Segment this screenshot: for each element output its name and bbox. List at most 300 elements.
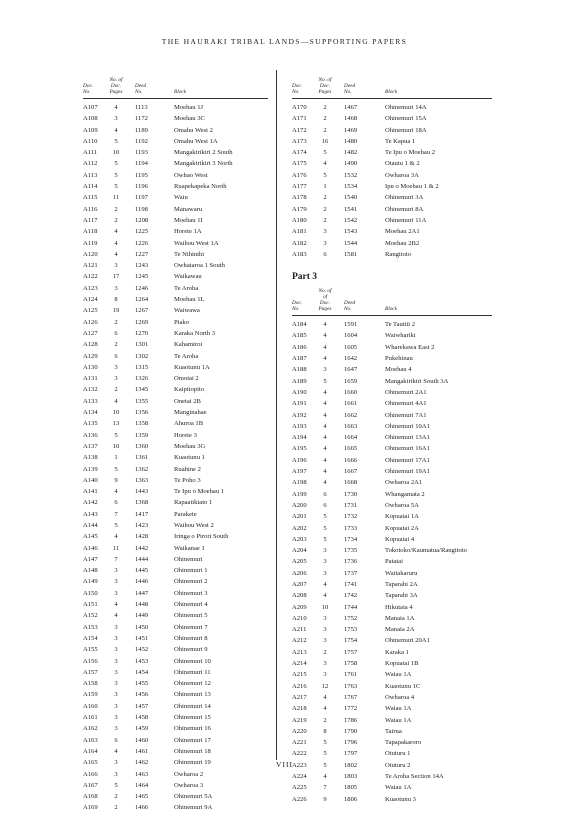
doc-no: A144 [83, 521, 98, 529]
doc-no: A196 [292, 456, 307, 464]
deed-no: 1345 [135, 386, 149, 394]
doc-pages: 3 [114, 115, 118, 123]
doc-pages: 6 [114, 329, 118, 337]
doc-no: A148 [83, 567, 98, 575]
right-table-header [292, 68, 492, 98]
table-row [292, 249, 492, 260]
deed-no: 1196 [135, 183, 148, 191]
doc-no: A116 [83, 205, 98, 213]
block-name: Pukehinau [385, 355, 413, 363]
doc-no: A115 [83, 194, 98, 202]
block-name: Waiwawa [174, 307, 200, 315]
block-name: Manaia 2A [385, 626, 415, 634]
doc-pages: 3 [114, 623, 118, 631]
block-name: Horete 3 [174, 431, 197, 439]
table-row [292, 170, 492, 181]
block-name: Ohinemuri 15A [385, 115, 427, 123]
deed-no: 1264 [135, 296, 149, 304]
header-rule [83, 98, 268, 99]
table-row [83, 317, 268, 328]
table-row [83, 712, 268, 723]
table-row [83, 769, 268, 780]
table-row [292, 215, 492, 226]
doc-pages: 13 [112, 420, 120, 428]
table-row [292, 204, 492, 215]
block-name: Hikutaia 4 [385, 603, 413, 611]
doc-no: A204 [292, 547, 307, 555]
doc-no: A107 [83, 104, 98, 111]
deed-no: 1192 [135, 137, 148, 145]
doc-pages: 4 [323, 355, 327, 363]
table-row [292, 353, 492, 364]
deed-no: 1449 [135, 612, 149, 620]
table-row [292, 715, 492, 726]
doc-no: A123 [83, 284, 98, 292]
doc-no: A191 [292, 400, 307, 408]
deed-no: 1663 [344, 422, 358, 430]
deed-no: 1452 [135, 646, 149, 654]
doc-pages: 4 [323, 580, 327, 588]
table-row [292, 147, 492, 158]
block-name: Omotai 2 [174, 375, 199, 383]
doc-pages: 5 [323, 750, 327, 758]
doc-pages: 5 [114, 521, 118, 529]
doc-no: A206 [292, 569, 307, 577]
deed-no: 1443 [135, 488, 149, 496]
deed-no: 1355 [135, 397, 149, 405]
deed-no: 1467 [344, 104, 358, 111]
doc-pages: 3 [114, 589, 118, 597]
deed-no: 1453 [135, 657, 149, 665]
doc-pages: 5 [323, 535, 327, 543]
deed-no: 1448 [135, 601, 149, 609]
table-row [292, 113, 492, 124]
table-row [83, 746, 268, 757]
deed-no: 1731 [344, 501, 358, 509]
doc-pages: 5 [114, 431, 118, 439]
deed-no: 1243 [135, 262, 149, 270]
doc-pages: 3 [114, 578, 118, 586]
block-name: Te Ipu o Moehau 1 [174, 488, 225, 496]
doc-no: A180 [292, 216, 307, 224]
table-row [83, 802, 268, 813]
doc-pages: 5 [323, 149, 327, 157]
header-rule [292, 315, 492, 316]
deed-no: 1113 [135, 104, 148, 111]
deed-no: 1544 [344, 239, 358, 247]
deed-no: 1665 [344, 445, 358, 453]
block-name: Ohinemuri 4A1 [385, 400, 427, 408]
table-row [83, 735, 268, 746]
doc-no: A178 [292, 194, 307, 202]
doc-pages: 3 [114, 262, 118, 270]
table-row [83, 520, 268, 531]
table-row [83, 531, 268, 542]
table-row [292, 624, 492, 635]
block-name: Taparahi 2A [385, 580, 418, 588]
deed-no: 1744 [344, 603, 358, 611]
deed-no: 1532 [344, 171, 358, 179]
header-deed-no: Deed No. [344, 83, 356, 95]
doc-pages: 6 [323, 490, 327, 498]
doc-no: A143 [83, 510, 98, 518]
doc-no: A203 [292, 535, 307, 543]
table-row [83, 396, 268, 407]
deed-no: 1458 [135, 714, 149, 722]
block-name: Moehau 3G [174, 442, 206, 450]
doc-no: A156 [83, 657, 98, 665]
deed-no: 1442 [135, 544, 149, 552]
table-row [83, 610, 268, 621]
block-name: Ohinemuri 8 [174, 634, 208, 642]
doc-no: A160 [83, 702, 98, 710]
table-row [83, 780, 268, 791]
block-name: Moehau 1I [174, 216, 203, 224]
block-name: Te Tautiti 2 [385, 321, 416, 329]
table-row [292, 523, 492, 534]
doc-no: A131 [83, 375, 98, 383]
table-row [292, 125, 492, 136]
deed-no: 1647 [344, 366, 358, 374]
doc-pages: 11 [112, 194, 120, 202]
doc-pages: 3 [114, 375, 118, 383]
doc-pages: 2 [114, 216, 118, 224]
block-name: Ohinemuri 20A1 [385, 637, 430, 645]
doc-pages: 6 [114, 499, 118, 507]
table-row [83, 170, 268, 181]
table-row [83, 565, 268, 576]
doc-pages: 11 [112, 544, 120, 552]
block-name: Tokotoko/Kaumatua/Rangitoto [385, 547, 467, 555]
table-row [83, 678, 268, 689]
deed-no: 1423 [135, 521, 149, 529]
doc-pages: 4 [323, 468, 327, 476]
doc-no: A147 [83, 555, 98, 563]
block-name: Owhataroa 1 South [174, 262, 225, 270]
deed-no: 1797 [344, 750, 358, 758]
doc-pages: 3 [323, 660, 327, 668]
deed-no: 1490 [344, 160, 358, 168]
table-row [83, 497, 268, 508]
block-name: Patatai [385, 558, 403, 566]
table-row [292, 511, 492, 522]
block-name: Ohinemuri 8A [385, 205, 424, 213]
block-name: Te Kapua 1 [385, 137, 416, 145]
table-row [292, 489, 492, 500]
block-name: Ohinemuri 11A [385, 216, 427, 224]
table-row [83, 384, 268, 395]
block-name: Wharekawa East 2 [385, 343, 435, 351]
table-row [292, 771, 492, 782]
table-row [292, 398, 492, 409]
deed-no: 1356 [135, 409, 149, 417]
doc-no: A159 [83, 691, 98, 699]
doc-pages: 3 [323, 569, 327, 577]
deed-no: 1742 [344, 592, 358, 600]
table-row [292, 364, 492, 375]
right-table-body [292, 102, 492, 260]
doc-no: A184 [292, 321, 307, 329]
doc-pages: 9 [114, 476, 118, 484]
deed-no: 1360 [135, 442, 149, 450]
table-row [292, 330, 492, 341]
deed-no: 1368 [135, 499, 149, 507]
doc-no: A149 [83, 578, 98, 586]
table-row [292, 477, 492, 488]
deed-no: 1465 [135, 793, 149, 801]
doc-pages: 2 [323, 126, 327, 134]
deed-no: 1245 [135, 273, 149, 281]
deed-no: 1270 [135, 329, 149, 337]
table-row [83, 701, 268, 712]
block-name: Moehau 2B2 [385, 239, 420, 247]
header-doc-pages: No. of Doc. Pages [318, 77, 332, 95]
doc-no: A169 [83, 804, 98, 812]
doc-no: A213 [292, 648, 307, 656]
deed-no: 1660 [344, 388, 358, 396]
doc-no: A207 [292, 580, 307, 588]
doc-no: A150 [83, 589, 98, 597]
table-row [292, 432, 492, 443]
doc-no: A216 [292, 682, 307, 690]
doc-no: A222 [292, 750, 307, 758]
doc-no: A154 [83, 634, 98, 642]
table-row [83, 260, 268, 271]
table-row [83, 238, 268, 249]
block-name: Ahuroa 1B [174, 420, 204, 428]
block-name: Ruapekapeka North [174, 183, 227, 191]
doc-no: A153 [83, 623, 98, 631]
deed-no: 1542 [344, 216, 358, 224]
block-name: Omahu West 2 [174, 126, 213, 134]
block-name: Ohinemuri 11 [174, 668, 211, 676]
doc-no: A126 [83, 318, 98, 326]
doc-no: A226 [292, 795, 307, 803]
header-doc-pages: No. of Doc. Pages [109, 77, 123, 95]
block-name: Kopuatai 2A [385, 524, 419, 532]
doc-pages: 5 [114, 137, 118, 145]
doc-no: A165 [83, 759, 98, 767]
doc-pages: 2 [114, 804, 118, 812]
doc-pages: 4 [323, 321, 327, 329]
table-row [83, 226, 268, 237]
block-name: Owharoa 3A [385, 171, 419, 179]
doc-pages: 10 [112, 442, 120, 450]
block-name: Karaka North 3 [174, 329, 216, 337]
deed-no: 1451 [135, 634, 149, 642]
doc-no: A129 [83, 352, 98, 360]
block-name: Waiwhariki [385, 332, 416, 340]
doc-no: A166 [83, 770, 98, 778]
table-row [292, 443, 492, 454]
block-name: Ohinemuri 16A1 [385, 445, 430, 453]
deed-no: 1735 [344, 547, 358, 555]
table-row [83, 102, 268, 113]
block-name: Otautu 1 & 2 [385, 160, 420, 168]
block-name: Whangamata 2 [385, 490, 425, 498]
doc-pages: 1 [114, 454, 118, 462]
block-name: Owharoa 5A [385, 501, 419, 509]
deed-no: 1362 [135, 465, 149, 473]
doc-pages: 3 [114, 725, 118, 733]
doc-pages: 6 [323, 501, 327, 509]
block-name: Waikawau [174, 273, 202, 281]
deed-no: 1666 [344, 456, 358, 464]
block-name: Ohinemuri 3A [385, 194, 424, 202]
block-name: Kahamiroi [174, 341, 203, 349]
block-name: Ohinemuri 7 [174, 623, 208, 631]
table-row [292, 568, 492, 579]
doc-pages: 5 [114, 183, 118, 191]
table-row [292, 794, 492, 805]
deed-no: 1459 [135, 725, 149, 733]
left-column [83, 68, 268, 814]
table-row [83, 192, 268, 203]
block-name: Ohinemuri 17 [174, 736, 211, 744]
deed-no: 1361 [135, 454, 149, 462]
doc-pages: 3 [323, 228, 327, 236]
doc-no: A201 [292, 513, 307, 521]
block-name: Ipu o Moehau 1 & 2 [385, 183, 439, 191]
doc-pages: 4 [114, 747, 118, 755]
block-name: Ohinemuri 4 [174, 601, 208, 609]
doc-no: A224 [292, 773, 307, 781]
deed-no: 1462 [135, 759, 149, 767]
block-name: Ohinemuri 13 [174, 691, 211, 699]
doc-no: A135 [83, 420, 98, 428]
table-row [83, 452, 268, 463]
deed-no: 1772 [344, 705, 358, 713]
doc-no: A145 [83, 533, 98, 541]
doc-no: A215 [292, 671, 307, 679]
block-name: Ohinemuri 9A [174, 804, 213, 812]
doc-pages: 4 [114, 533, 118, 541]
left-table-header [83, 68, 268, 98]
block-name: Iringa o Pirori South [174, 533, 229, 541]
deed-no: 1790 [344, 727, 358, 735]
doc-pages: 5 [323, 739, 327, 747]
deed-no: 1581 [344, 250, 358, 258]
table-row [83, 588, 268, 599]
block-name: Waihou West 1A [174, 239, 219, 247]
table-row [292, 181, 492, 192]
block-name: Tairua [385, 727, 402, 735]
doc-no: A193 [292, 422, 307, 430]
block-name: Ohinemuri 7A1 [385, 411, 427, 419]
doc-no: A164 [83, 747, 98, 755]
block-name: Onetai 2B [174, 397, 201, 405]
deed-no: 1543 [344, 228, 358, 236]
block-name: Kuaotunu 1 [174, 454, 205, 462]
block-name: Moehau 1J [174, 104, 204, 111]
deed-no: 1482 [344, 149, 358, 157]
doc-pages: 5 [323, 513, 327, 521]
block-name: Moehau 2A1 [385, 228, 420, 236]
table-row [83, 147, 268, 158]
doc-pages: 6 [114, 736, 118, 744]
doc-pages: 3 [323, 614, 327, 622]
doc-no: A220 [292, 727, 307, 735]
doc-no: A141 [83, 488, 98, 496]
table-row [83, 215, 268, 226]
deed-no: 1194 [135, 160, 148, 168]
table-row [292, 226, 492, 237]
doc-no: A194 [292, 434, 307, 442]
doc-pages: 3 [114, 770, 118, 778]
table-row [292, 590, 492, 601]
block-name: Ohinemuri 2 [174, 578, 208, 586]
doc-pages: 4 [323, 332, 327, 340]
doc-pages: 4 [323, 693, 327, 701]
doc-no: A112 [83, 160, 98, 168]
deed-no: 1604 [344, 332, 358, 340]
deed-no: 1269 [135, 318, 149, 326]
doc-no: A202 [292, 524, 307, 532]
doc-pages: 4 [114, 601, 118, 609]
block-name: Moehau 1L [174, 296, 205, 304]
deed-no: 1417 [135, 510, 149, 518]
doc-pages: 10 [112, 149, 120, 157]
block-name: Piako [174, 318, 190, 326]
table-row [292, 342, 492, 353]
table-row [292, 455, 492, 466]
doc-no: A225 [292, 784, 307, 792]
doc-no: A162 [83, 725, 98, 733]
doc-no: A132 [83, 386, 98, 394]
doc-pages: 4 [114, 239, 118, 247]
deed-no: 1802 [344, 761, 358, 769]
doc-pages: 4 [323, 434, 327, 442]
deed-no: 1326 [135, 375, 149, 383]
deed-no: 1733 [344, 524, 358, 532]
doc-no: A214 [292, 660, 307, 668]
table-row [83, 283, 268, 294]
table-row [83, 475, 268, 486]
deed-no: 1761 [344, 671, 358, 679]
deed-no: 1806 [344, 795, 358, 803]
header-block: Block [385, 306, 398, 313]
table-row [83, 373, 268, 384]
doc-pages: 2 [114, 386, 118, 394]
doc-pages: 7 [114, 555, 118, 563]
block-name: Te Aroha Section 14A [385, 773, 444, 781]
deed-no: 1767 [344, 693, 358, 701]
doc-no: A211 [292, 626, 307, 634]
doc-pages: 4 [323, 445, 327, 453]
deed-no: 1736 [344, 558, 358, 566]
doc-pages: 4 [323, 479, 327, 487]
deed-no: 1461 [135, 747, 149, 755]
doc-pages: 3 [114, 646, 118, 654]
block-name: Ohinemuri 18A [385, 126, 427, 134]
doc-no: A183 [292, 250, 307, 258]
block-name: Waiu [174, 194, 188, 202]
table-row [292, 102, 492, 113]
block-name: Ohinemuri 5 [174, 612, 208, 620]
header-deed-no: Deed No. [344, 300, 356, 313]
doc-pages: 4 [323, 592, 327, 600]
deed-no: 1662 [344, 411, 358, 419]
table-row [292, 579, 492, 590]
deed-no: 1758 [344, 660, 358, 668]
table-row [292, 136, 492, 147]
block-name: Te Ipu o Moehau 2 [385, 149, 436, 157]
table-row [292, 647, 492, 658]
block-name: Rapaatikiato 1 [174, 499, 213, 507]
deed-no: 1730 [344, 490, 358, 498]
table-row [292, 556, 492, 567]
doc-pages: 5 [114, 781, 118, 789]
